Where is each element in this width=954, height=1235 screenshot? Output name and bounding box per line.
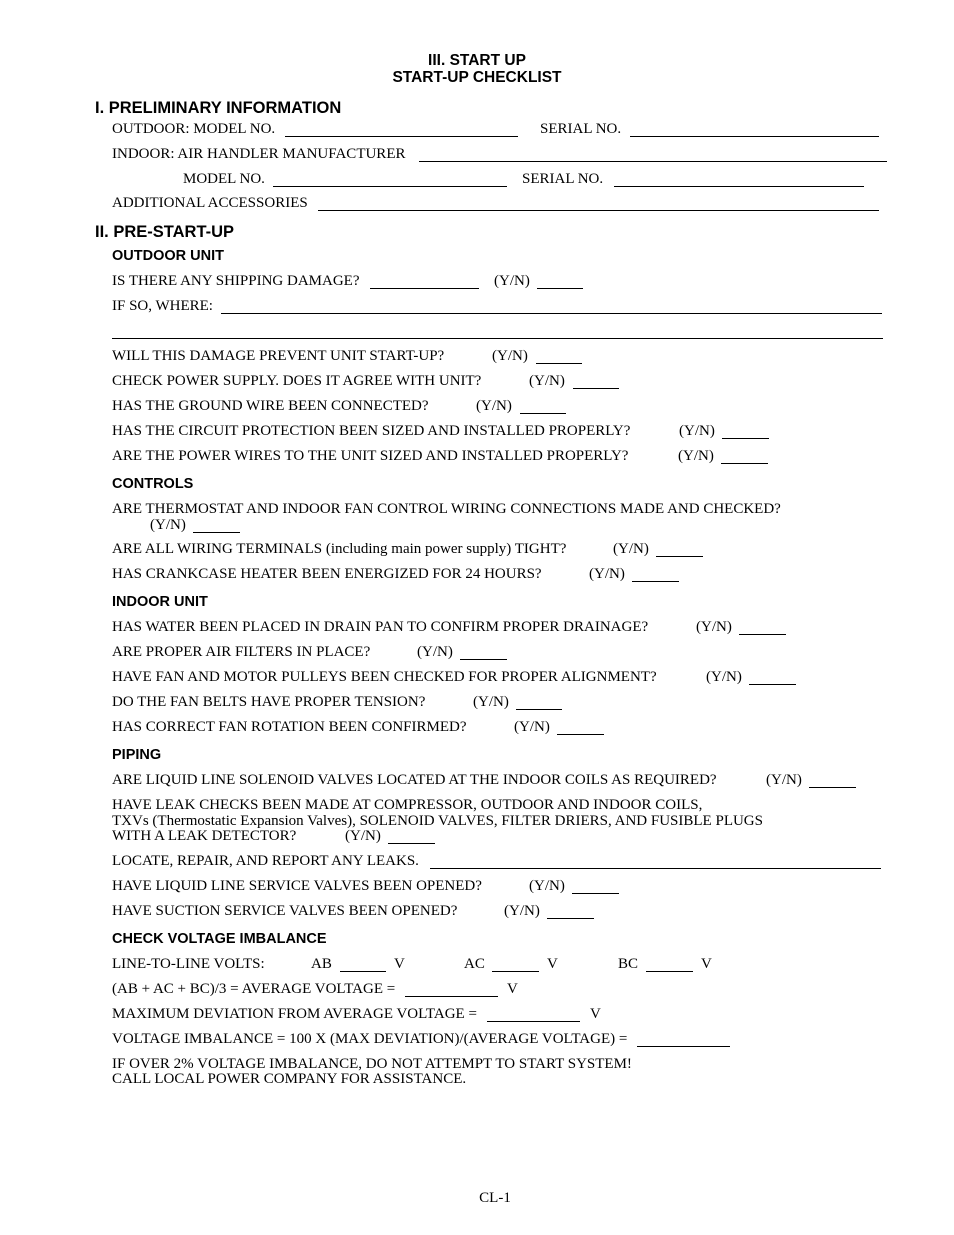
ac-label: AC [464,956,485,972]
ab-volts-field[interactable] [340,971,386,972]
average-voltage-field[interactable] [405,996,498,997]
max-deviation-field[interactable] [487,1021,580,1022]
power-supply-question: CHECK POWER SUPPLY. DOES IT AGREE WITH UNIT? [112,373,482,389]
liquid-valves-yn-label: (Y/N) [529,878,565,894]
air-filters-question: ARE PROPER AIR FILTERS IN PLACE? [112,644,371,660]
thermostat-wiring-question: ARE THERMOSTAT AND INDOOR FAN CONTROL WIRING CONNECTIONS MADE AND CHECKED? [112,501,781,517]
accessories-field[interactable] [318,210,879,211]
circuit-protection-question: HAS THE CIRCUIT PROTECTION BEEN SIZED AND INSTALLED PROPERLY? [112,423,631,439]
indoor-serial-label: SERIAL NO. [522,171,604,187]
circuit-protection-yn-field[interactable] [722,438,769,439]
page-subtitle: START-UP CHECKLIST [392,69,562,86]
power-wires-question: ARE THE POWER WIRES TO THE UNIT SIZED AND INSTALLED PROPERLY? [112,448,629,464]
ab-unit: V [394,956,405,972]
outdoor-serial-field[interactable] [630,136,879,137]
leak-checks-question-line2: TXVs (Thermostatic Expansion Valves), SOLENOID VALVES, FILTER DRIERS, AND FUSIBLE PLUGS [112,813,763,829]
power-supply-yn-label: (Y/N) [529,373,565,389]
accessories-label: ADDITIONAL ACCESSORIES [112,195,308,211]
max-deviation-label: MAXIMUM DEVIATION FROM AVERAGE VOLTAGE = [112,1006,477,1022]
wiring-terminals-yn-field[interactable] [656,556,703,557]
shipping-damage-yn-field[interactable] [537,288,583,289]
suction-valves-question: HAVE SUCTION SERVICE VALVES BEEN OPENED? [112,903,458,919]
thermostat-wiring-yn-label: (Y/N) [150,517,186,533]
outdoor-serial-label: SERIAL NO. [540,121,622,137]
damage-prevent-yn-field[interactable] [536,363,582,364]
outdoor-model-label: OUTDOOR: MODEL NO. [112,121,276,137]
suction-valves-yn-label: (Y/N) [504,903,540,919]
leak-checks-yn-label: (Y/N) [345,828,381,844]
ground-wire-question: HAS THE GROUND WIRE BEEN CONNECTED? [112,398,429,414]
max-deviation-unit: V [590,1006,601,1022]
outdoor-unit-heading: OUTDOOR UNIT [112,248,224,264]
liquid-valves-yn-field[interactable] [572,893,619,894]
damage-prevent-yn-label: (Y/N) [492,348,528,364]
fan-belts-yn-label: (Y/N) [473,694,509,710]
wiring-terminals-yn-label: (Y/N) [613,541,649,557]
suction-valves-yn-field[interactable] [547,918,594,919]
pulleys-yn-label: (Y/N) [706,669,742,685]
piping-heading: PIPING [112,747,162,763]
bc-label: BC [618,956,639,972]
solenoid-valves-question: ARE LIQUID LINE SOLENOID VALVES LOCATED AT THE INDOOR COILS AS REQUIRED? [112,772,717,788]
indoor-manufacturer-label: INDOOR: AIR HANDLER MANUFACTURER [112,146,406,162]
fan-rotation-question: HAS CORRECT FAN ROTATION BEEN CONFIRMED? [112,719,467,735]
voltage-imbalance-field[interactable] [637,1046,730,1047]
thermostat-wiring-yn-field[interactable] [193,532,240,533]
section-prestart-heading: II. PRE-START-UP [95,223,235,241]
page-title: III. START UP [428,52,526,69]
solenoid-valves-yn-field[interactable] [809,787,856,788]
bc-unit: V [701,956,712,972]
shipping-damage-field[interactable] [370,288,479,289]
ac-unit: V [547,956,558,972]
circuit-protection-yn-label: (Y/N) [679,423,715,439]
indoor-serial-field[interactable] [614,186,864,187]
warning-line1: IF OVER 2% VOLTAGE IMBALANCE, DO NOT ATTEMPT TO START SYSTEM! [112,1056,632,1072]
solenoid-valves-yn-label: (Y/N) [766,772,802,788]
ground-wire-yn-field[interactable] [520,413,566,414]
warning-line2: CALL LOCAL POWER COMPANY FOR ASSISTANCE. [112,1071,467,1087]
line-to-line-label: LINE-TO-LINE VOLTS: [112,956,265,972]
locate-leaks-field[interactable] [430,868,881,869]
fan-belts-question: DO THE FAN BELTS HAVE PROPER TENSION? [112,694,426,710]
crankcase-heater-yn-field[interactable] [632,581,679,582]
pulleys-yn-field[interactable] [749,684,796,685]
pulleys-question: HAVE FAN AND MOTOR PULLEYS BEEN CHECKED FOR PROPER ALIGNMENT? [112,669,657,685]
ac-volts-field[interactable] [492,971,539,972]
fan-rotation-yn-label: (Y/N) [514,719,550,735]
indoor-model-label: MODEL NO. [183,171,265,187]
power-wires-yn-label: (Y/N) [678,448,714,464]
damage-prevent-question: WILL THIS DAMAGE PREVENT UNIT START-UP? [112,348,445,364]
damage-where-field[interactable] [221,313,882,314]
damage-where-field-continued[interactable] [112,338,883,339]
fan-belts-yn-field[interactable] [516,709,562,710]
voltage-imbalance-label: VOLTAGE IMBALANCE = 100 X (MAX DEVIATION)/(AVERAGE VOLTAGE) = [112,1031,628,1047]
drain-pan-yn-label: (Y/N) [696,619,732,635]
leak-checks-question-line1: HAVE LEAK CHECKS BEEN MADE AT COMPRESSOR, OUTDOOR AND INDOOR COILS, [112,797,703,813]
leak-checks-yn-field[interactable] [388,843,435,844]
shipping-damage-question: IS THERE ANY SHIPPING DAMAGE? [112,273,360,289]
voltage-imbalance-heading: CHECK VOLTAGE IMBALANCE [112,931,327,947]
outdoor-model-field[interactable] [285,136,518,137]
crankcase-heater-question: HAS CRANKCASE HEATER BEEN ENERGIZED FOR 24 HOURS? [112,566,542,582]
page-number: CL-1 [479,1190,511,1206]
wiring-terminals-question: ARE ALL WIRING TERMINALS (including main power supply) TIGHT? [112,541,567,557]
liquid-valves-question: HAVE LIQUID LINE SERVICE VALVES BEEN OPENED? [112,878,482,894]
ab-label: AB [311,956,332,972]
crankcase-heater-yn-label: (Y/N) [589,566,625,582]
section-preliminary-heading: I. PRELIMINARY INFORMATION [95,99,342,117]
average-voltage-label: (AB + AC + BC)/3 = AVERAGE VOLTAGE = [112,981,396,997]
shipping-damage-yn-label: (Y/N) [494,273,530,289]
fan-rotation-yn-field[interactable] [557,734,604,735]
power-wires-yn-field[interactable] [721,463,768,464]
indoor-manufacturer-field[interactable] [419,161,887,162]
air-filters-yn-label: (Y/N) [417,644,453,660]
leak-checks-question-line3: WITH A LEAK DETECTOR? [112,828,297,844]
drain-pan-question: HAS WATER BEEN PLACED IN DRAIN PAN TO CONFIRM PROPER DRAINAGE? [112,619,649,635]
indoor-model-field[interactable] [273,186,507,187]
average-voltage-unit: V [507,981,518,997]
bc-volts-field[interactable] [646,971,693,972]
damage-where-question: IF SO, WHERE: [112,298,213,314]
ground-wire-yn-label: (Y/N) [476,398,512,414]
locate-leaks-label: LOCATE, REPAIR, AND REPORT ANY LEAKS. [112,853,419,869]
drain-pan-yn-field[interactable] [739,634,786,635]
power-supply-yn-field[interactable] [573,388,619,389]
indoor-unit-heading: INDOOR UNIT [112,594,208,610]
air-filters-yn-field[interactable] [460,659,507,660]
controls-heading: CONTROLS [112,476,194,492]
